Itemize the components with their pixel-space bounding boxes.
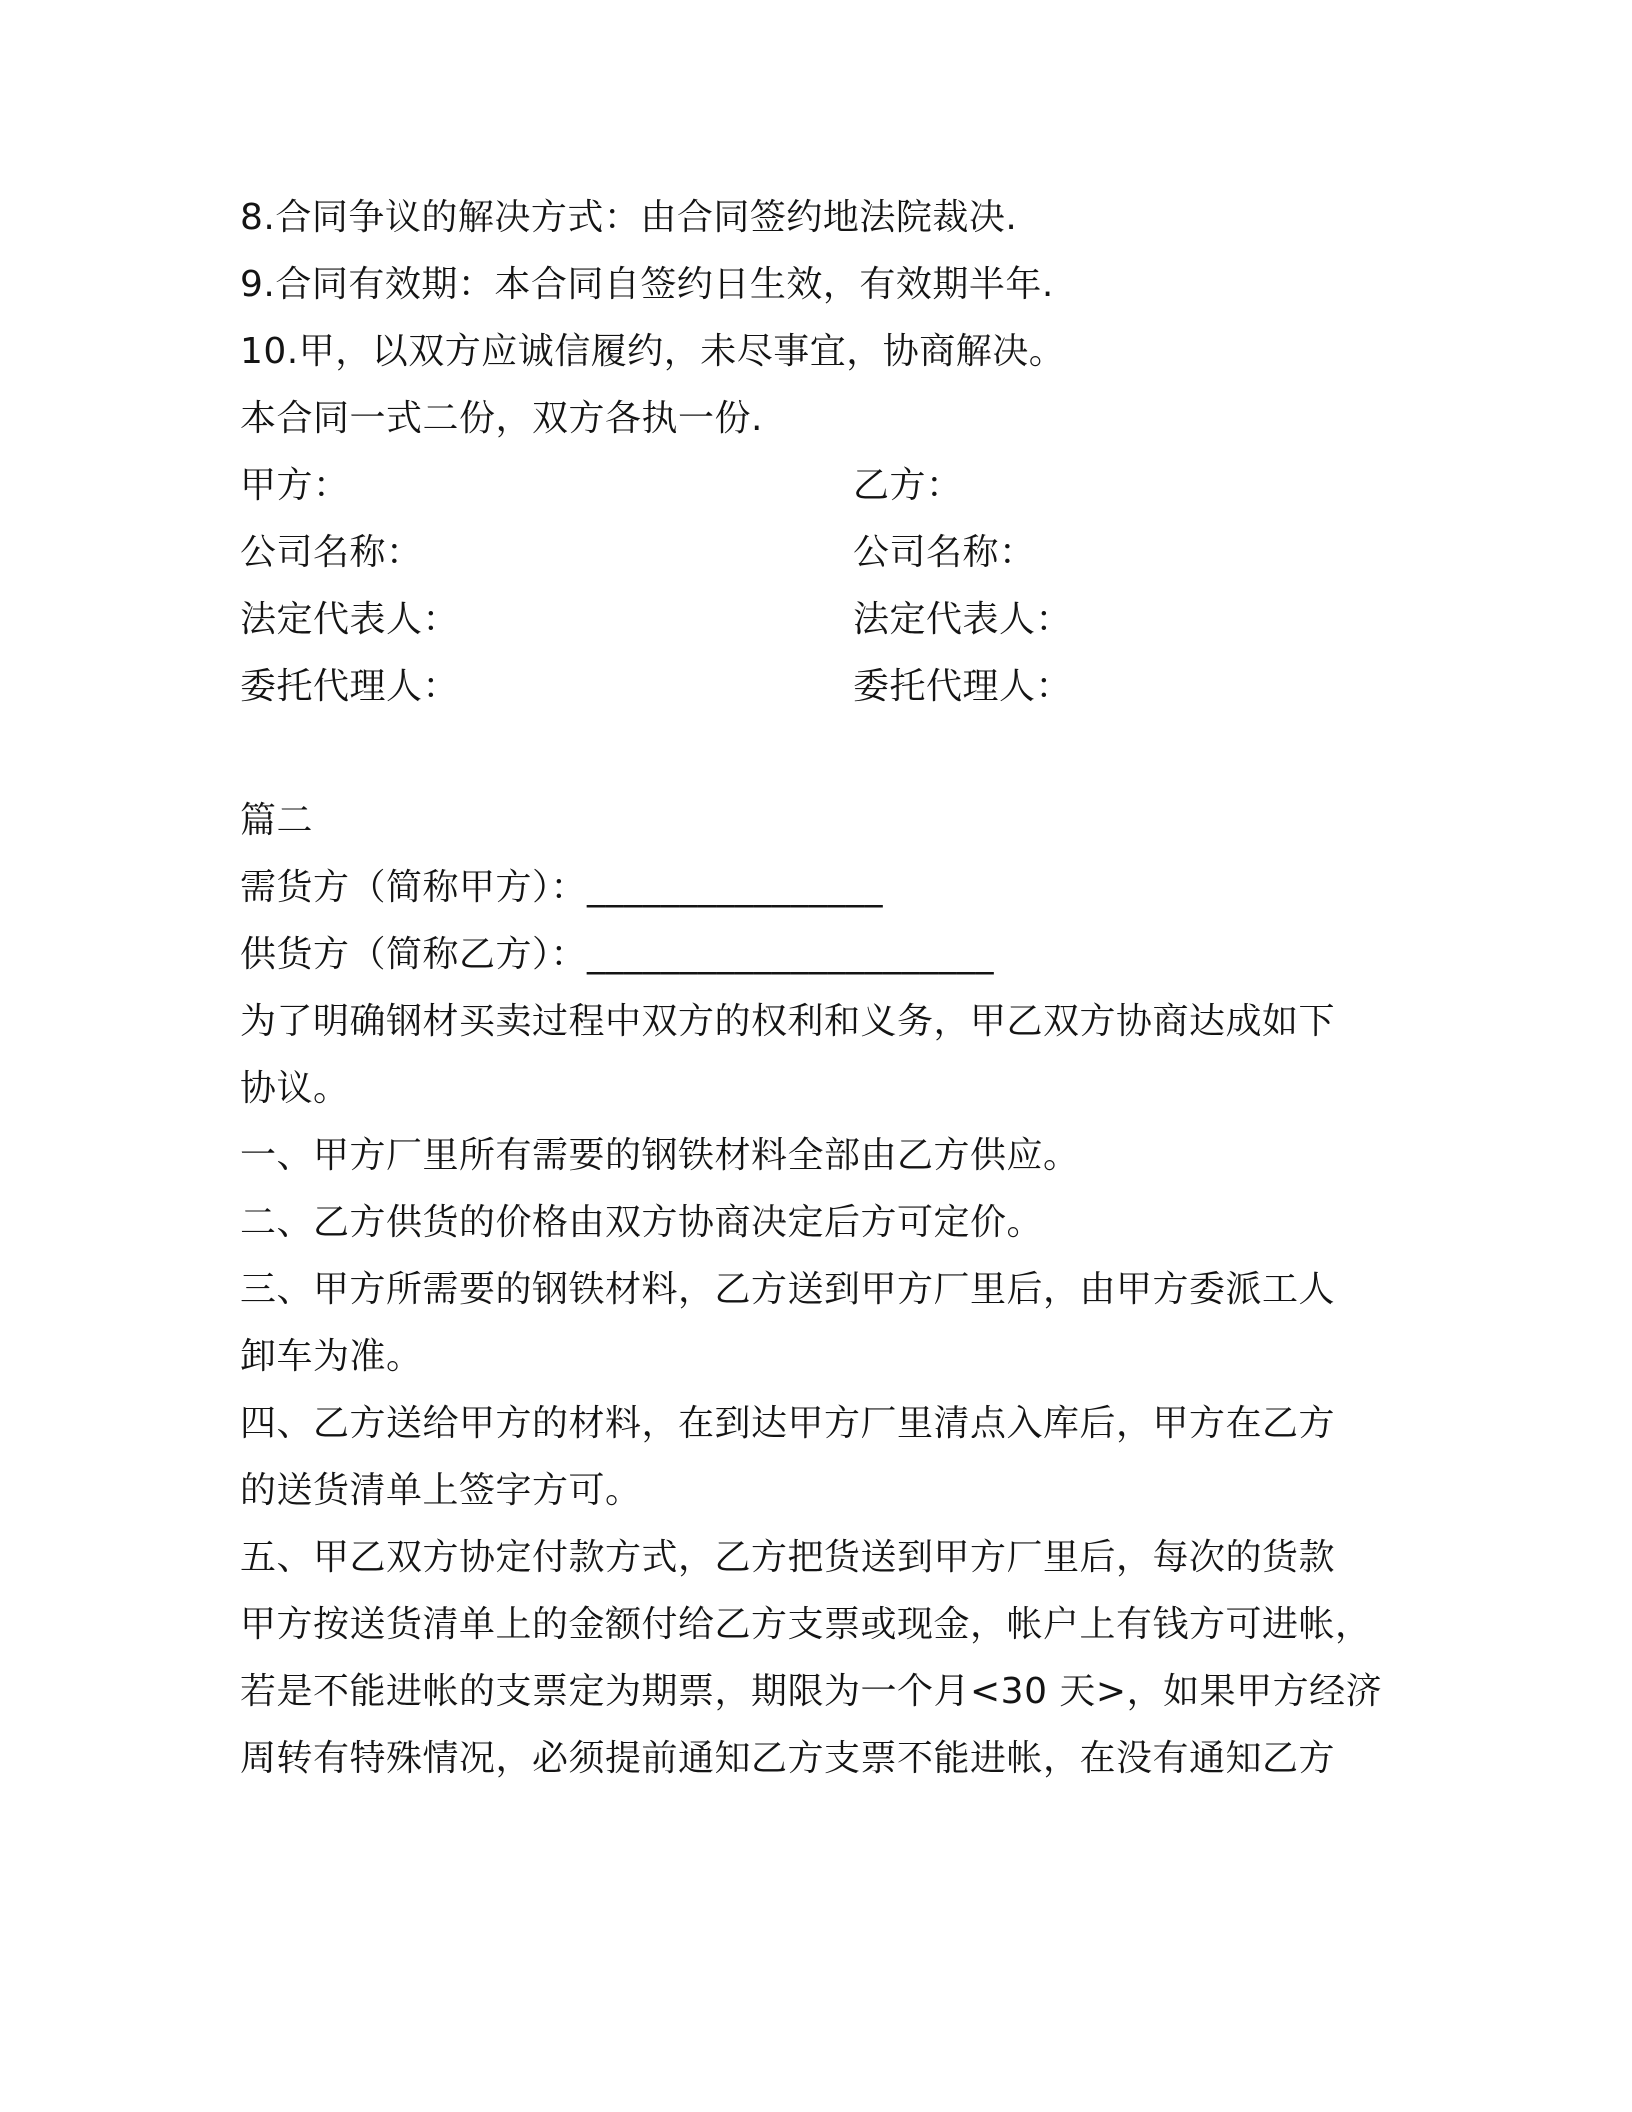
paragraph-line: 三、甲方所需要的钢铁材料，乙方送到甲方厂里后，由甲方委派工人 [240, 1269, 1336, 1310]
party-a-legal-rep: 法定代表人： [240, 599, 460, 640]
paragraph-line: 一、甲方厂里所有需要的钢铁材料全部由乙方供应。 [240, 1135, 1080, 1176]
paragraph-line: 甲方按送货清单上的金额付给乙方支票或现金，帐户上有钱方可进帐， [240, 1604, 1372, 1645]
copies-statement: 本合同一式二份，双方各执一份. [240, 398, 763, 439]
paragraph-line: 二、乙方供货的价格由双方协商决定后方可定价。 [240, 1202, 1044, 1243]
paragraph-line: 五、甲乙双方协定付款方式，乙方把货送到甲方厂里后，每次的货款 [240, 1537, 1336, 1578]
clause-10: 10.甲，以双方应诚信履约，未尽事宜，协商解决。 [240, 331, 1066, 372]
clause-9: 9.合同有效期：本合同自签约日生效，有效期半年. [240, 264, 1054, 305]
party-a-label: 甲方： [240, 465, 350, 506]
paragraph-line: 卸车为准。 [240, 1336, 423, 1377]
party-b-label: 乙方： [853, 465, 963, 506]
party-a-company: 公司名称： [240, 532, 423, 573]
party-b-agent: 委托代理人： [853, 666, 1073, 707]
paragraph-line: 的送货清单上签字方可。 [240, 1470, 642, 1511]
paragraph-line: 若是不能进帐的支票定为期票，期限为一个月<30 天>，如果甲方经济 [240, 1671, 1383, 1712]
paragraph-line: 为了明确钢材买卖过程中双方的权利和义务，甲乙双方协商达成如下 [240, 1001, 1336, 1042]
clause-8: 8.合同争议的解决方式：由合同签约地法院裁决. [240, 197, 1018, 238]
paragraph-line: 协议。 [240, 1068, 350, 1109]
section-heading: 篇二 [240, 800, 314, 841]
party-a-agent: 委托代理人： [240, 666, 460, 707]
paragraph-line: 四、乙方送给甲方的材料，在到达甲方厂里清点入库后，甲方在乙方 [240, 1403, 1336, 1444]
paragraph-line: 周转有特殊情况，必须提前通知乙方支票不能进帐，在没有通知乙方 [240, 1738, 1336, 1779]
buyer-line: 需货方（简称甲方）：________________ [240, 867, 884, 908]
supplier-line: 供货方（简称乙方）：______________________ [240, 934, 995, 975]
party-b-legal-rep: 法定代表人： [853, 599, 1073, 640]
party-b-company: 公司名称： [853, 532, 1036, 573]
